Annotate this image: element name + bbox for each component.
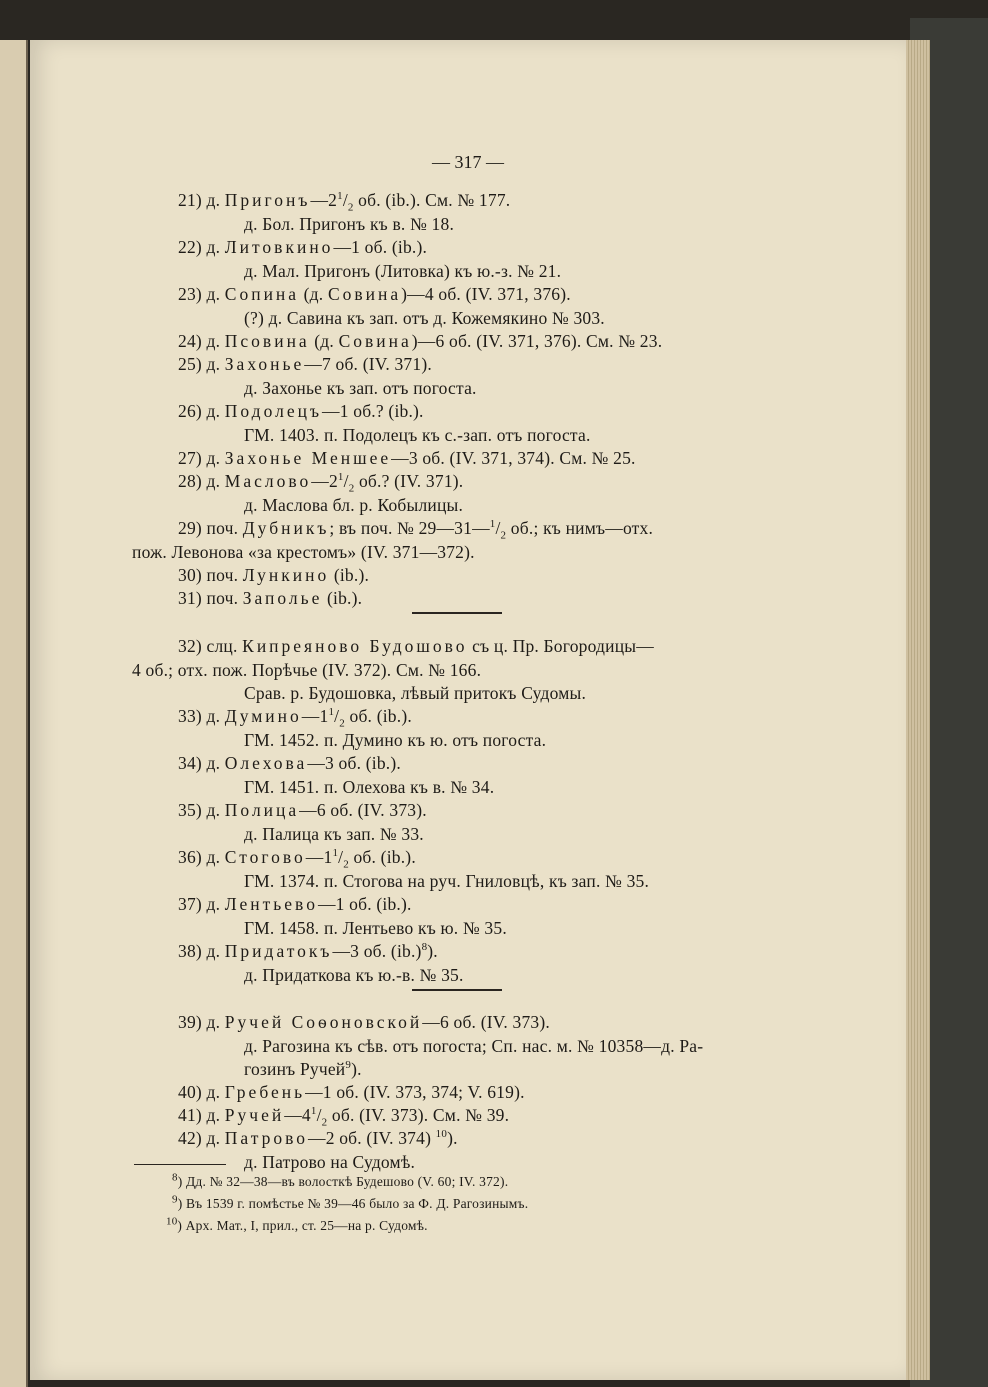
entry-26: 26) д. Подолецъ—1 об.? (ib.). [178,401,424,421]
entry-38-note: д. Придаткова къ ю.-в. № 35. [244,965,464,985]
entry-32-cont: 4 об.; отх. пож. Порѣчье (IV. 372). См. № 166. [132,660,482,680]
entry-28: 28) д. $Маслово—2^1/_2$ об.? (IV. 371). [178,471,464,495]
entry-39: 39) д. Ручей Соѳоновской—6 об. (IV. 373). [178,1012,550,1032]
entry-26-note: ГМ. 1403. п. Подолецъ къ с.-зап. отъ погоста. [244,425,591,445]
entry-24: 24) д. Псовина (д. Совина)—6 об. (IV. 371, 376). См. № 23. [178,331,663,351]
entry-37: 37) д. Лентьево—1 об. (ib.). [178,894,412,914]
entry-28-note: д. Маслова бл. р. Кобылицы. [244,495,464,515]
entry-35-note: д. Палица къ зап. № 33. [244,824,424,844]
entry-36: 36) д. $Стогово—1^1/_2$ об. (ib.). [178,847,416,871]
entry-33-note: ГМ. 1452. п. Думино къ ю. отъ погоста. [244,730,547,750]
entry-38: 38) д. Придатокъ—3 об. $(ib.)^8$). [178,941,438,961]
entry-42: 42) д. Патрово—2 об. (IV. 374) $^{10}$). [178,1128,458,1148]
entry-41: 41) д. $Ручей—4^1/_2$ об. (IV. 373). См. № 39. [178,1105,510,1129]
book-page [30,40,906,1380]
footnote-ref-9: 9 [345,1059,352,1072]
entry-39-note: д. Рагозина къ сѣв. отъ погоста; Сп. нас. м. № 10358—д. Ра- [244,1036,704,1056]
page-number: — 317 — [432,152,504,172]
entry-25-note: д. Захонье къ зап. отъ погоста. [244,378,477,398]
entry-31: 31) поч. Заполье (ib.). [178,588,363,608]
section-divider [412,989,502,991]
entry-34-note: ГМ. 1451. п. Олехова къ в. № 34. [244,777,495,797]
entry-32: 32) слц. Кипреяново Будошово съ ц. Пр. Богородицы— [178,636,654,656]
entry-21-note: д. Бол. Пригонъ къ в. № 18. [244,214,455,234]
entry-25: 25) д. Захонье—7 об. (IV. 371). [178,354,432,374]
entry-36-note: ГМ. 1374. п. Стогова на руч. Гниловцѣ, къ зап. № 35. [244,871,650,891]
entry-34: 34) д. Олехова—3 об. (ib.). [178,753,401,773]
entry-40: 40) д. Гребень—1 об. (IV. 373, 374; V. 619). [178,1082,525,1102]
footnote-ref-8: 8 [421,941,428,954]
entry-22: 22) д. Литовкино—1 об. (ib.). [178,237,428,257]
footnote-9: $^9$) Въ 1539 г. помѣстье № 39—46 было за Ф. Д. Рагозинымъ. [172,1193,529,1211]
entry-39-cont: гозинъ Ручей$^9$). [244,1059,362,1079]
entry-29: 29) поч. Дубникъ; въ поч. № $29—31—^1/_2$ об.; къ нимъ—отх. [178,518,654,542]
footnote-ref-10: 10 [435,1128,448,1141]
entry-29-cont: пож. Левонова «за крестомъ» (IV. 371—372). [132,542,475,562]
entry-42-note: д. Патрово на Судомѣ. [244,1152,416,1172]
entry-37-note: ГМ. 1458. п. Лентьево къ ю. № 35. [244,918,507,938]
entry-23-note: (?) д. Савина къ зап. отъ д. Кожемякино № 303. [244,308,605,328]
entry-30: 30) поч. Лункино (ib.). [178,565,370,585]
entry-33: 33) д. $Думино—1^1/_2$ об. (ib.). [178,706,412,730]
entry-23: 23) д. Сопина (д. Совина)—4 об. (IV. 371, 376). [178,284,571,304]
entry-35: 35) д. Полица—6 об. (IV. 373). [178,800,427,820]
entry-21: 21) д. $Пригонъ—2^1/_2$ об. (ib.). См. № 177. [178,190,511,214]
left-page-edge [0,40,28,1387]
entry-32-note: Срав. р. Будошовка, лѣвый притокъ Судомы. [244,683,587,703]
entry-22-note: д. Мал. Пригонъ (Литовка) къ ю.-з. № 21. [244,261,562,281]
footnote-8: $^8$) Дд. № 32—38—въ волосткѣ Будешово (V. 60; IV. 372). [172,1171,509,1189]
entry-27: 27) д. Захонье Меншее—3 об. (IV. 371, 374). См. № 25. [178,448,636,468]
section-divider [412,612,502,614]
footnote-10: $^{10}$) Арх. Мат., I, прил., ст. 25—на р. Судомѣ. [166,1215,428,1233]
footnote-separator [134,1164,226,1165]
